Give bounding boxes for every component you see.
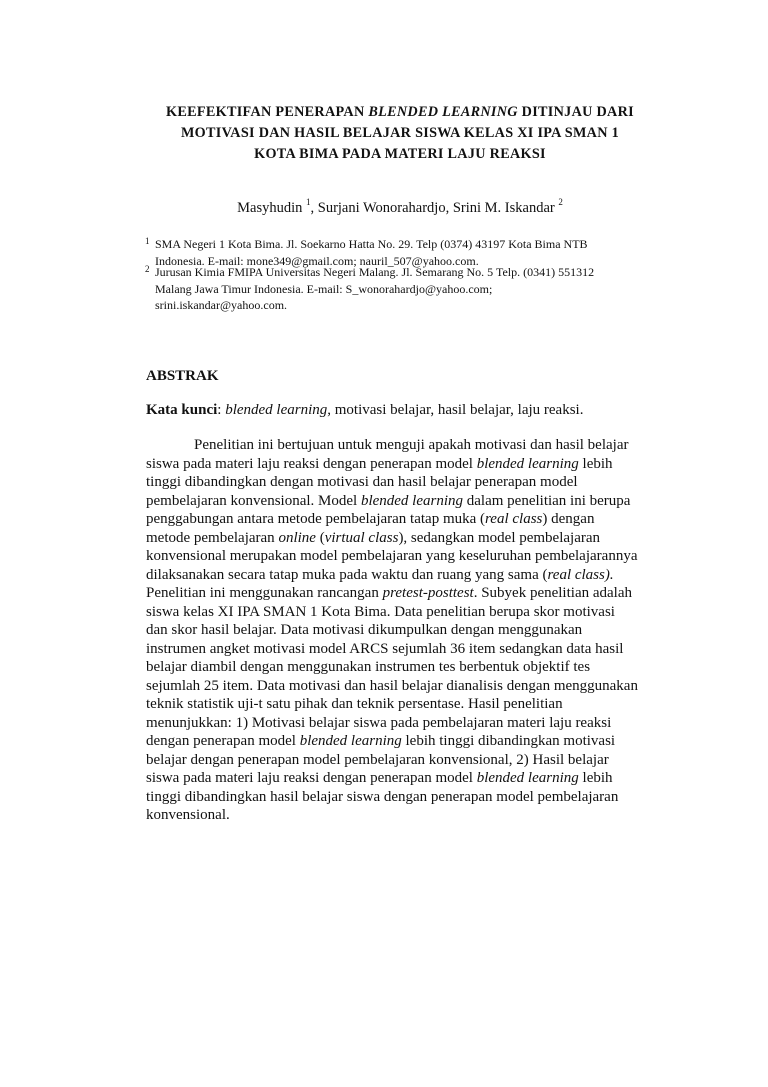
abstract-text: dengan penerapan model: [146, 733, 300, 749]
affiliation-2-number: 2: [145, 264, 150, 274]
abstract-text: tinggi dibandingkan dengan motivasi dan hasil belajar penerapan model: [146, 474, 578, 490]
abstract-text: belajar diambil dengan menggunakan instrumen tes berbentuk objektif tes: [146, 659, 591, 675]
abstract-line: [146, 695, 666, 714]
abstract-italic-term: blended learning: [360, 492, 464, 509]
affiliation-2-line-3: srini.iskandar@yahoo.com.: [155, 298, 288, 312]
abstract-heading: ABSTRAK: [146, 368, 219, 384]
title-line-2: MOTIVASI DAN HASIL BELAJAR SISWA KELAS XI IPA SMAN 1: [180, 125, 620, 141]
affiliation-1-line-2: Indonesia. E-mail: mone349@gmail.com; nauril_507@yahoo.com.: [155, 253, 479, 268]
title-line-3: KOTA BIMA PADA MATERI LAJU REAKSI: [254, 146, 546, 162]
abstract-italic-term: online: [278, 529, 316, 546]
title-line-1: [140, 102, 660, 123]
keywords-colon: :: [217, 402, 226, 418]
abstract-line: [146, 732, 666, 751]
affiliation-2-line-1: Jurusan Kimia FMIPA Universitas Negeri Malang. Jl. Semarang No. 5 Telp. (0341) 551312: [155, 265, 595, 279]
abstract-line: [146, 566, 666, 585]
abstract-text: teknik statistik uji-t satu pihak dan teknik persentase. Hasil penelitian: [146, 696, 563, 712]
title-line-1-italic: BLENDED LEARNING: [368, 104, 518, 120]
abstract-text: metode pembelajaran: [146, 529, 279, 546]
abstract-text: siswa pada materi laju reaksi dengan penerapan model: [146, 770, 477, 786]
abstract-line: [146, 714, 666, 733]
abstract-line: [146, 510, 666, 529]
abstract-line: [146, 529, 666, 548]
affiliation-2: [145, 264, 665, 314]
abstract-text: konvensional merupakan model pembelajaran yang keseluruhan pembelajarannya: [146, 548, 638, 564]
abstract-text: (: [315, 529, 325, 546]
abstract-text: lebih tinggi dibandingkan motivasi: [401, 733, 616, 749]
abstract-line: [146, 751, 666, 770]
abstract-line: [146, 603, 666, 622]
abstract-line: [146, 473, 666, 492]
abstract-body: [146, 436, 666, 825]
abstract-text: Penelitian ini bertujuan untuk menguji apakah motivasi dan hasil belajar: [194, 437, 629, 453]
keywords-italic: blended learning: [225, 402, 328, 418]
keywords-rest: , motivasi belajar, hasil belajar, laju reaksi.: [327, 402, 584, 418]
affiliation-2-line-2: Malang Jawa Timur Indonesia. E-mail: S_wonorahardjo@yahoo.com;: [155, 281, 493, 296]
abstract-line: [146, 455, 666, 474]
abstract-text: dalam penelitian ini berupa: [463, 492, 631, 509]
abstract-text: tinggi dibandingkan hasil belajar siswa dengan penerapan model pembelajaran: [146, 788, 619, 805]
other-authors: , Surjani Wonorahardjo, Srini M. Iskandar: [310, 200, 559, 216]
abstract-line: [146, 436, 666, 455]
abstract-text: konvensional.: [146, 807, 230, 823]
abstract-line: [146, 640, 666, 659]
abstract-italic-term: pretest-posttest: [382, 585, 474, 601]
abstract-italic-term: real class: [485, 511, 543, 527]
abstract-text: lebih: [578, 770, 613, 786]
abstract-text: ) dengan: [542, 511, 595, 527]
author-list: [140, 198, 660, 218]
abstract-line: [146, 547, 666, 566]
abstract-text: . Subyek penelitian adalah: [473, 585, 632, 601]
abstract-italic-term: real class).: [547, 566, 614, 583]
abstract-text: Penelitian ini menggunakan rancangan: [146, 585, 383, 601]
paper-title: [140, 102, 660, 165]
author-1: Masyhudin: [237, 200, 306, 216]
abstract-line: [146, 621, 666, 640]
abstract-line: [146, 806, 666, 825]
abstract-text: menunjukkan: 1) Motivasi belajar siswa pada pembelajaran materi laju reaksi: [146, 714, 612, 731]
title-line-1-pre: KEEFEKTIFAN PENERAPAN: [166, 104, 369, 120]
abstract-italic-term: blended learning: [476, 455, 579, 472]
abstract-line: [146, 492, 666, 511]
abstract-line: [146, 769, 666, 788]
abstract-italic-term: blended learning: [476, 770, 579, 786]
abstract-text: penggabungan antara metode pembelajaran tatap muka (: [146, 511, 486, 527]
abstract-text: belajar dengan penerapan model pembelajaran konvensional, 2) Hasil belajar: [146, 751, 609, 768]
abstract-text: lebih: [578, 455, 613, 472]
abstract-line: [146, 788, 666, 807]
abstract-text: dilaksanakan secara tatap muka pada waktu dan ruang yang sama (: [146, 566, 548, 583]
affiliation-1-number: 1: [145, 236, 150, 246]
keywords: [146, 400, 583, 420]
abstract-text: sejumlah 25 item. Data motivasi dan hasil belajar dianalisis dengan menggunakan: [146, 677, 638, 694]
abstract-text: instrumen angket motivasi model ARCS sejumlah 36 item sedangkan data hasil: [146, 640, 624, 657]
abstract-text: dan skor hasil belajar. Data motivasi dikumpulkan dengan menggunakan: [146, 622, 583, 638]
other-authors-affiliation-mark: 2: [558, 197, 563, 207]
affiliation-1-line-1: SMA Negeri 1 Kota Bima. Jl. Soekarno Hatta No. 29. Telp (0374) 43197 Kota Bima NTB: [155, 237, 588, 251]
title-line-1-post: DITINJAU DARI: [517, 104, 634, 120]
abstract-line: [146, 658, 666, 677]
abstract-text: siswa kelas XI IPA SMAN 1 Kota Bima. Data penelitian berupa skor motivasi: [146, 603, 615, 620]
abstract-italic-term: virtual class: [324, 529, 399, 546]
abstract-text: siswa pada materi laju reaksi dengan penerapan model: [146, 455, 477, 472]
abstract-text: pembelajaran konvensional. Model: [146, 492, 361, 509]
abstract-text: ), sedangkan model pembelajaran: [398, 529, 601, 546]
author-1-affiliation-mark: 1: [306, 197, 311, 207]
keywords-label: Kata kunci: [146, 402, 218, 418]
abstract-italic-term: blended learning: [299, 733, 402, 749]
abstract-line: [146, 677, 666, 696]
abstract-line: [146, 584, 666, 603]
